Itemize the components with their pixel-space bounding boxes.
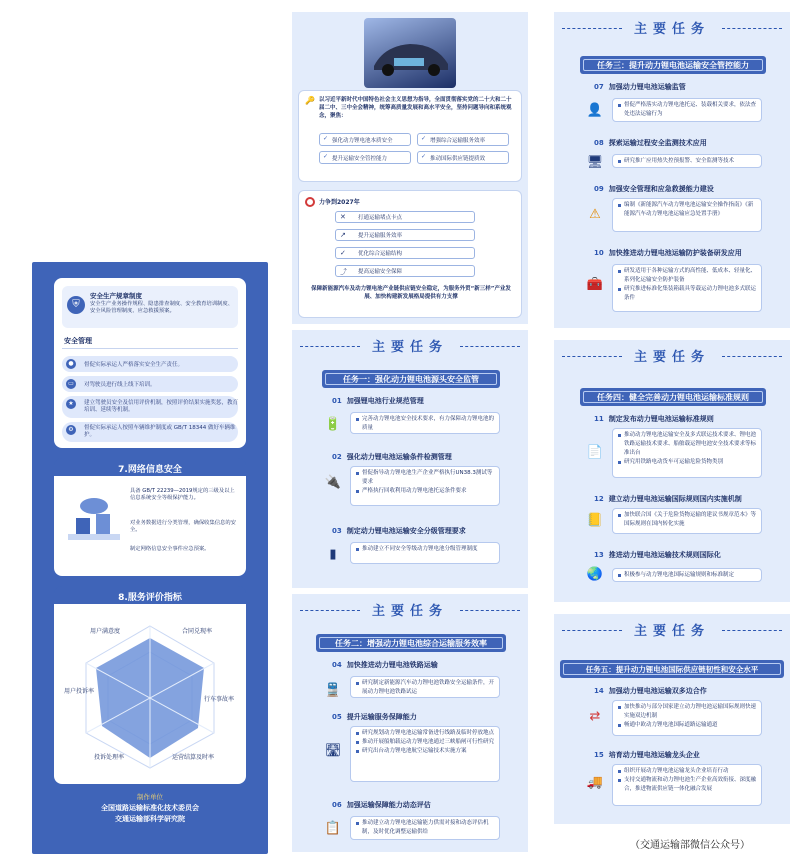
truck-icon: 🚚 — [586, 775, 604, 790]
car-image — [364, 18, 456, 88]
section-heading: 主要任务 — [371, 604, 448, 619]
monitor-icon: ▭ — [66, 379, 76, 389]
road-icon: 🛣 — [324, 743, 342, 758]
eval-title: 8.服务评价指标 — [118, 593, 182, 603]
server-cloud-icon — [64, 488, 124, 548]
task-item-title: 01 加强锂电池行业规范管理 — [332, 397, 424, 405]
warning-icon: ⚠ — [589, 207, 601, 222]
mgmt-item: ● 督促实际承运人严格落实安全生产责任。 — [62, 356, 238, 372]
task-item-title: 04 加快推进动力锂电池铁路运输 — [332, 661, 438, 669]
radar-label: 投诉处理率 — [94, 754, 125, 761]
cable-icon: 🔌 — [324, 475, 342, 490]
mgmt-item: ⚙ 督促实际承运人按照车辆维护制度或 GB/T 18344 做好车辆维护。 — [62, 422, 238, 442]
task-item-title: 13 推进动力锂电池运输技术规则国际化 — [594, 551, 721, 559]
network-item: 对业务数据进行分类管理，确保收集信息的安全。 — [130, 520, 236, 533]
goal-outro: 保障新能源汽车及动力锂电池产业链供应链安全稳定，为服务外贸“新三样”产业发展、加快构建新发展格局提供有力支撑 — [311, 286, 511, 300]
badge-icon: ★ — [66, 399, 76, 409]
task-item-title: 15 培育动力锂电池运输龙头企业 — [594, 751, 700, 759]
task-item-box: 完善动力锂电池安全技术要求，有力保障动力锂电池的质量 — [350, 412, 500, 434]
task2-title: 任务二：增强动力锂电池综合运输服务效率 — [316, 634, 506, 652]
task-item-title: 12 建立动力锂电池运输国际规则国内实施机制 — [594, 495, 742, 503]
goal-bar: ⤴ 提高运输安全保障 — [335, 265, 475, 277]
section-heading: 主要任务 — [633, 624, 710, 639]
task-item-box: 研究规划动力锂电池运输常备进行线路及临时停放地点 推动开展船舶载运动力锂电池通过三峡船闸可行性研究 研究出台动力锂电池航空运输技术实施方案 — [350, 726, 500, 782]
task-item-title: 09 加强安全管理和应急救援能力建设 — [594, 185, 714, 193]
mgmt-item: ★ 建立驾驶员安全及信用评价机制，按照评价结果实施奖惩，教育培训、延续等机制。 — [62, 396, 238, 418]
task-item-box: 推动建立动力锂电池运输能力供需对接和动态评估机制，及时优化调整运输供给 — [350, 816, 500, 840]
task3-panel — [554, 12, 790, 328]
section-heading: 主要任务 — [633, 22, 710, 37]
radar-label: 合同兑现率 — [182, 628, 213, 635]
focus-tag: ✓ 提升运输安全管控能力 — [319, 151, 411, 164]
cross-arrows-icon: ✕ — [340, 213, 346, 221]
task-item-title: 03 制定动力锂电池运输安全分级管理要求 — [332, 527, 466, 535]
search-person-icon: 👤 — [586, 103, 604, 118]
mgmt-item: ▭ 对驾驶员进行线上线下培训。 — [62, 376, 238, 392]
task-item-box: 加快联合国《关于危险货物运输的建议书规章范本》等国际规则在国内转化实施 — [612, 508, 762, 534]
task4-panel — [554, 340, 790, 602]
focus-tag: ✓ 强化动力锂电池本质安全 — [319, 133, 411, 146]
task-item-box: 督促指导动力锂电池生产企业严格执行UN38.3测试等要求 严格执行回收利用动力锂电池托运条件要求 — [350, 466, 500, 506]
task-item-title: 07 加强动力锂电池运输监管 — [594, 83, 686, 91]
network-title: 7.网络信息安全 — [118, 465, 182, 475]
key-icon: 🔑 — [305, 96, 315, 105]
check-icon: ✓ — [340, 249, 346, 257]
task-item-title: 02 强化动力锂电池运输条件检测管理 — [332, 453, 452, 461]
arrow-up-icon: ↗ — [340, 231, 346, 239]
globe-icon: 🌏 — [586, 567, 604, 582]
radar-label: 用户投诉率 — [64, 688, 95, 695]
focus-tag: ✓ 推动国际供应链提质效 — [417, 151, 509, 164]
target-icon — [305, 197, 315, 207]
radar-label: 用户满意度 — [90, 628, 121, 635]
trend-icon: ⤴ — [340, 268, 347, 276]
goal-bar: ↗ 提升运输服务效率 — [335, 229, 475, 241]
task-item-title: 11 制定发布动力锂电池运输标准规则 — [594, 415, 714, 423]
task5-panel — [554, 614, 790, 824]
maker-label: 制作单位 — [137, 793, 163, 801]
left-panel — [32, 262, 268, 854]
task-item-title: 08 探索运输过程安全监测技术应用 — [594, 139, 707, 147]
network-item: 具备 GB/T 22239—2019规定的三级及以上信息系统安全等级保护能力。 — [130, 488, 235, 501]
task-item-box: 推动动力锂电池运输安全及多式联运技术要求、锂电池铁路运输技术要求、船舶载运锂电池安全技术要求等标准出台 研究用铁路电动货车可运输危险货物类别 — [612, 428, 762, 478]
maker-org-1: 全国道路运输标准化技术委员会 — [101, 804, 199, 812]
task5-title: 任务五：提升动力锂电池国际供应链韧性和安全水平 — [560, 660, 784, 678]
mgmt-title: 安全管理 — [64, 337, 92, 345]
radar-label: 运营结算及时率 — [172, 754, 215, 761]
monitor-chart-icon: 🖥 — [586, 155, 604, 170]
goal-title: 力争到2027年 — [319, 199, 360, 206]
task-item-box: 组织开展动力锂电池运输龙头企业培育行动 支持交通物流和动力锂电池生产企业高效衔接、深度融合，推进物流供应链一体化融合发展 — [612, 764, 762, 806]
task2-panel — [292, 594, 528, 852]
task4-title: 任务四：健全完善动力锂电池运输标准规则 — [580, 388, 766, 406]
intro-box — [298, 90, 522, 182]
task1-panel — [292, 330, 528, 588]
goal-bar: ✓ 优化综合运输结构 — [335, 247, 475, 259]
safety-card — [54, 278, 246, 448]
checklist-icon: 📋 — [324, 821, 342, 836]
task-item-box: 研究推广应用热失控预报警、安全监测等技术 — [612, 154, 762, 168]
battery-level-icon: ▮ — [329, 547, 337, 562]
book-icon: 📒 — [586, 513, 604, 528]
task-item-title: 10 加快推进动力锂电池运输防护装备研发应用 — [594, 249, 742, 257]
safety-rules-block — [62, 286, 238, 328]
person-icon: ● — [66, 359, 76, 369]
safety-rules-text: 安全生产业务操作规程、隐患排查制度、安全教育培训制度、安全风险管理制度、应急救援预案。 — [90, 301, 234, 314]
task-item-title: 05 提升运输服务保障能力 — [332, 713, 417, 721]
task-item-box: 研究制定新能源汽车动力锂电池铁路安全运输条件，开展动力锂电池铁路试运 — [350, 676, 500, 698]
goal-bar: ✕ 打通运输堵点卡点 — [335, 211, 475, 223]
safety-rules-title: 安全生产规章制度 — [90, 292, 142, 300]
divider — [62, 348, 238, 349]
focus-tag: ✓ 增强综合运输服务效率 — [417, 133, 509, 146]
toolbox-icon: 🧰 — [586, 277, 604, 292]
wrench-icon: ⚙ — [66, 425, 76, 435]
shield-icon: ⛨ — [67, 296, 85, 314]
train-icon: 🚆 — [324, 683, 342, 698]
network-item: 制定网络信息安全事件应急预案。 — [130, 546, 210, 552]
radar-label: 行车事故率 — [204, 696, 235, 703]
maker-org-2: 交通运输部科学研究院 — [115, 815, 185, 823]
goal-box — [298, 190, 522, 318]
document-icon: 📄 — [586, 445, 604, 460]
exchange-arrows-icon: ⇄ — [589, 709, 601, 724]
task-item-title: 06 加强运输保障能力动态评估 — [332, 801, 431, 809]
task-item-title: 14 加强动力锂电池运输双多边合作 — [594, 687, 707, 695]
section-heading: 主要任务 — [633, 350, 710, 365]
network-card — [54, 460, 246, 576]
section-heading: 主要任务 — [371, 340, 448, 355]
intro-text: 以习近平新时代中国特色社会主义思想为指导，全面贯彻落实党的二十大和二十届二中、三中全会精神，统筹高质量发展和高水平安全，坚持问题导向和系统观念，聚焦： — [319, 97, 512, 119]
task-item-box: 督促严格落实动力锂电池托运、装载相关要求，依法查处违法运输行为 — [612, 98, 762, 122]
source-credit: （交通运输部微信公众号） — [630, 840, 750, 851]
mid-top-panel — [292, 12, 528, 324]
task-item-box: 编制《新能源汽车动力锂电池运输安全操作指南》《新能源汽车动力锂电池运输应急处置手册》 — [612, 198, 762, 232]
task-item-box: 研发适用于各种运输方式的高性能、低成本、轻量化、系列化运输安全防护装备 研究推进标准化集装箱载具等载运动力锂电池多式联运条件 — [612, 264, 762, 312]
eval-card — [54, 588, 246, 784]
task1-title: 任务一：强化动力锂电池源头安全监管 — [322, 370, 500, 388]
task3-title: 任务三：提升动力锂电池运输安全管控能力 — [580, 56, 766, 74]
task-item-box: 推动建立不同安全等级动力锂电池分级管理制度 — [350, 542, 500, 564]
task-item-box: 加快推动与部分国家建立动力锂电池运输国际规则快速实施双边机制 畅通中欧动力锂电池国际道路运输通道 — [612, 700, 762, 736]
task-item-box: 积极参与动力锂电池国际运输规则和标准制定 — [612, 568, 762, 582]
battery-icon: 🔋 — [324, 417, 342, 432]
